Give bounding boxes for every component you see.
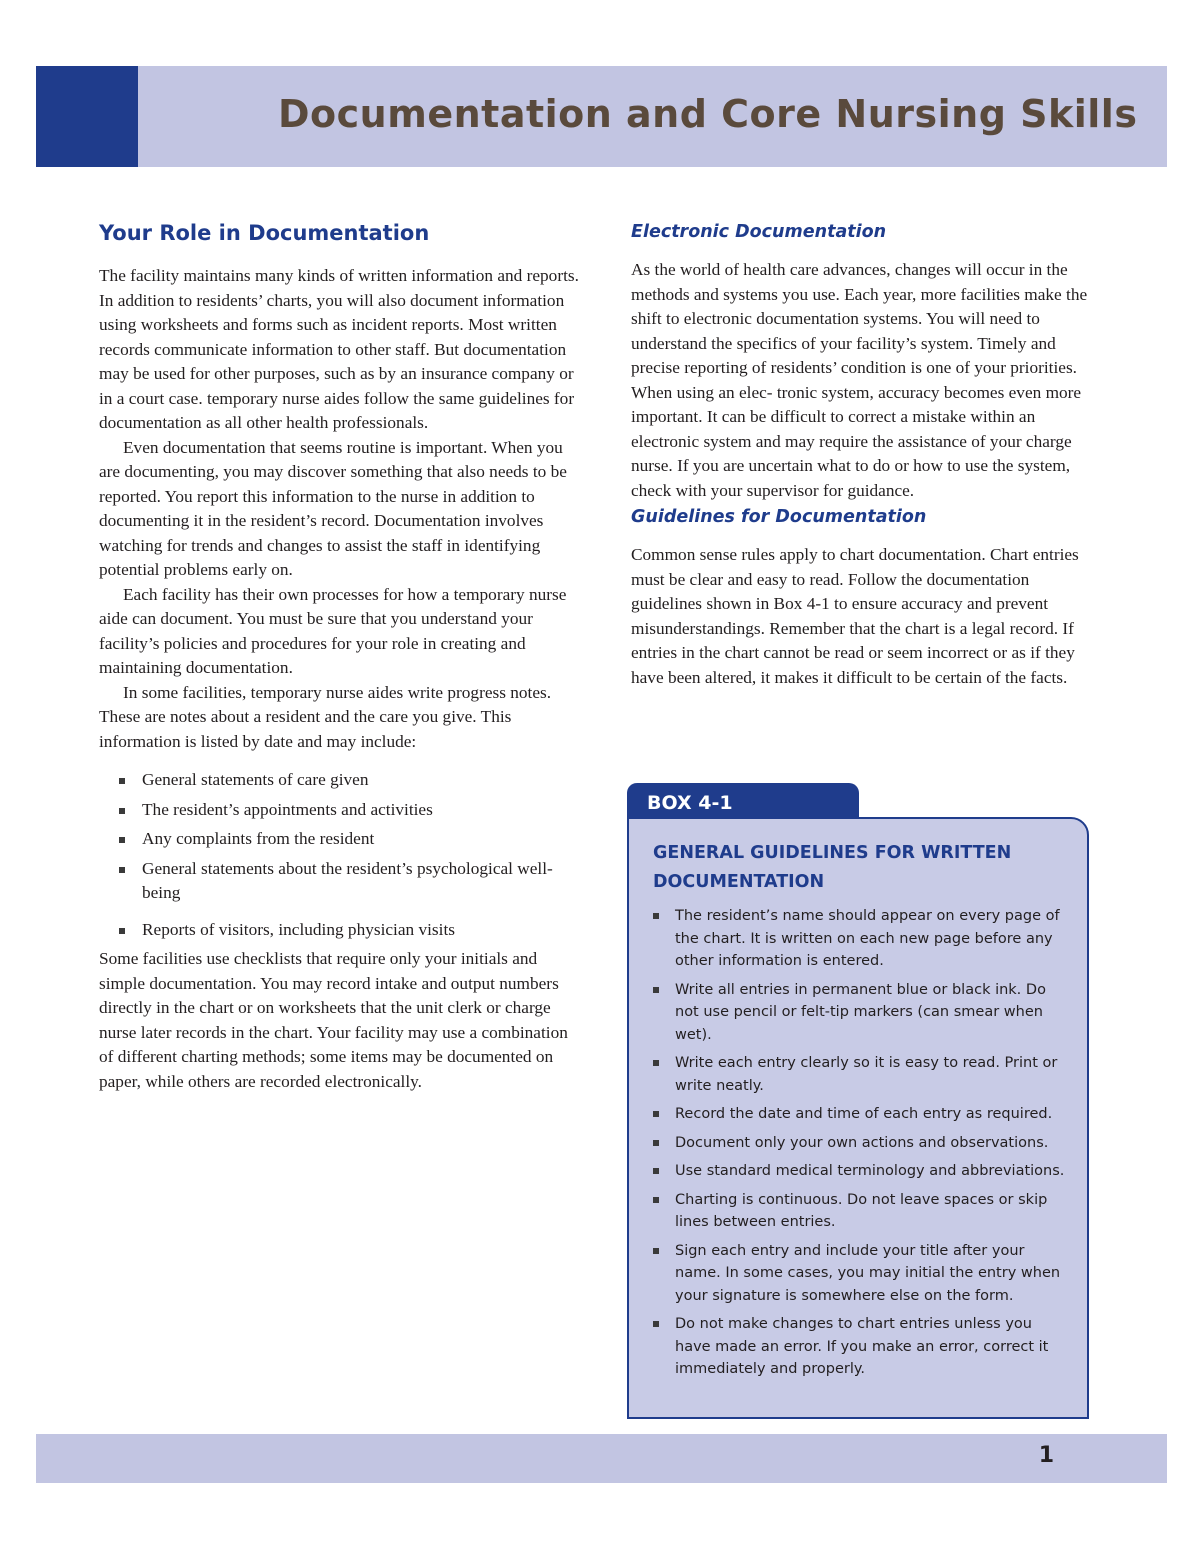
bullet-square-icon <box>653 1321 659 1327</box>
list-item <box>651 1189 1071 1234</box>
bullet-square-icon <box>653 913 659 919</box>
list-item-text: Write all entries in permanent blue or black ink. Do not use pencil or felt-tip markers (can smear when wet). <box>675 981 1046 1043</box>
list-item-text: Write each entry clearly so it is easy to read. Print or write neatly. <box>675 1055 1058 1094</box>
paragraph: Each facility has their own processes for how a temporary nurse aide can document. You must be sure that you understand your facility’s policies and procedures for your role in creating and maintaining documentation. <box>99 584 567 677</box>
bullet-square-icon <box>653 1248 659 1254</box>
bullet-square-icon <box>653 1111 659 1117</box>
list-item <box>651 1160 1071 1183</box>
bullet-square-icon <box>653 987 659 993</box>
list-item <box>651 979 1071 1047</box>
bullet-square-icon <box>653 1140 659 1146</box>
left-column <box>99 218 579 1094</box>
page-number: 1 <box>1038 1443 1054 1468</box>
bullet-square-icon <box>119 837 125 843</box>
list-item <box>99 827 579 852</box>
paragraph: Even documentation that seems routine is important. When you are documenting, you may discover something that also needs to be reported. You report this information to the nurse in addition to documenting it in the resident’s record. Documentation involves watching for trends and changes to assist the staff in identifying potential problems early on. <box>99 437 567 579</box>
list-item <box>651 1132 1071 1155</box>
list-item-text: Charting is continuous. Do not leave spaces or skip lines between entries. <box>675 1191 1048 1230</box>
list-item <box>99 857 579 906</box>
paragraph: Common sense rules apply to chart documentation. Chart entries must be clear and easy to read. Follow the documentation guidelines shown in Box 4-1 to ensure accuracy and prevent misunderstandings. Remember that the chart is a legal record. If entries in the chart cannot be read or seem incorrect or as if they have been altered, it makes it difficult to be certain of the facts. <box>631 545 1079 687</box>
header-accent-block <box>36 66 138 167</box>
list-item <box>651 1313 1071 1381</box>
list-item <box>651 1240 1071 1308</box>
section-heading-electronic: Electronic Documentation <box>631 222 887 242</box>
box-body <box>627 817 1089 1419</box>
list-item <box>99 768 579 793</box>
list-item-text: Sign each entry and include your title after your name. In some cases, you may initial the entry when your signature is somewhere else on the form. <box>675 1242 1061 1304</box>
bullet-square-icon <box>653 1197 659 1203</box>
list-item <box>651 1052 1071 1097</box>
bullet-square-icon <box>119 928 125 934</box>
list-item-text: Document only your own actions and observations. <box>675 1134 1049 1151</box>
box-title: GENERAL GUIDELINES FOR WRITTEN DOCUMENTATION <box>653 843 1012 892</box>
footer-band <box>36 1434 1167 1483</box>
list-item-text: Use standard medical terminology and abbreviations. <box>675 1163 1065 1179</box>
paragraph: The facility maintains many kinds of written information and reports. In addition to residents’ charts, you will also document information using worksheets and forms such as incident reports. Most written records communicate information to other staff. But documentation may be used for other purposes, such as by an insurance company or in a court case. temporary nurse aides follow the same guidelines for documentation as all other health professionals. <box>99 266 579 432</box>
box-guidelines-list <box>651 905 1071 1387</box>
paragraph: Some facilities use checklists that require only your initials and simple documentation. You may record intake and output numbers directly in the chart or on worksheets that the unit clerk or charge nurse later records in the chart. Your facility may use a combination of different charting methods; some items may be documented on paper, while others are recorded electronically. <box>99 949 568 1091</box>
bullet-square-icon <box>119 808 125 814</box>
box-tab-label: BOX 4-1 <box>627 783 859 823</box>
bullet-square-icon <box>119 778 125 784</box>
list-item-text: The resident’s appointments and activities <box>142 799 433 819</box>
bullet-square-icon <box>653 1168 659 1174</box>
bullet-square-icon <box>653 1060 659 1066</box>
progress-notes-list <box>99 768 579 942</box>
page-title: Documentation and Core Nursing Skills <box>278 92 1138 136</box>
list-item-text: General statements about the resident’s psychological well-being <box>142 858 553 902</box>
right-column <box>631 218 1099 690</box>
list-item <box>99 918 579 943</box>
list-item-text: Do not make changes to chart entries unless you have made an error. If you make an error, correct it immediately and properly. <box>675 1316 1049 1377</box>
list-item-text: General statements of care given <box>142 770 369 789</box>
list-item <box>99 798 579 823</box>
list-item-text: Any complaints from the resident <box>142 829 375 848</box>
bullet-square-icon <box>119 867 125 873</box>
paragraph: As the world of health care advances, changes will occur in the methods and systems you use. Each year, more facilities make the shift to electronic documentation systems. You will need to understand the specifics of your facility’s system. Timely and precise reporting of residents’ condition is one of your priorities. When using an elec- tronic system, accuracy becomes even more important. It can be difficult to correct a mistake within an electronic system and may require the assistance of your charge nurse. If you are uncertain what to do or how to use the system, check with your supervisor for guidance. <box>631 260 1088 500</box>
section-heading-role: Your Role in Documentation <box>99 221 430 245</box>
list-item-text: The resident’s name should appear on every page of the chart. It is written on each new page before any other information is entered. <box>675 908 1060 969</box>
list-item <box>651 905 1071 973</box>
section-heading-guidelines: Guidelines for Documentation <box>631 507 927 527</box>
box-4-1 <box>627 783 1089 1419</box>
list-item <box>651 1103 1071 1126</box>
list-item-text: Reports of visitors, including physician visits <box>142 919 455 939</box>
paragraph: In some facilities, temporary nurse aides write progress notes. These are notes about a resident and the care you give. This information is listed by date and may include: <box>99 682 552 751</box>
list-item-text: Record the date and time of each entry as required. <box>675 1106 1053 1122</box>
